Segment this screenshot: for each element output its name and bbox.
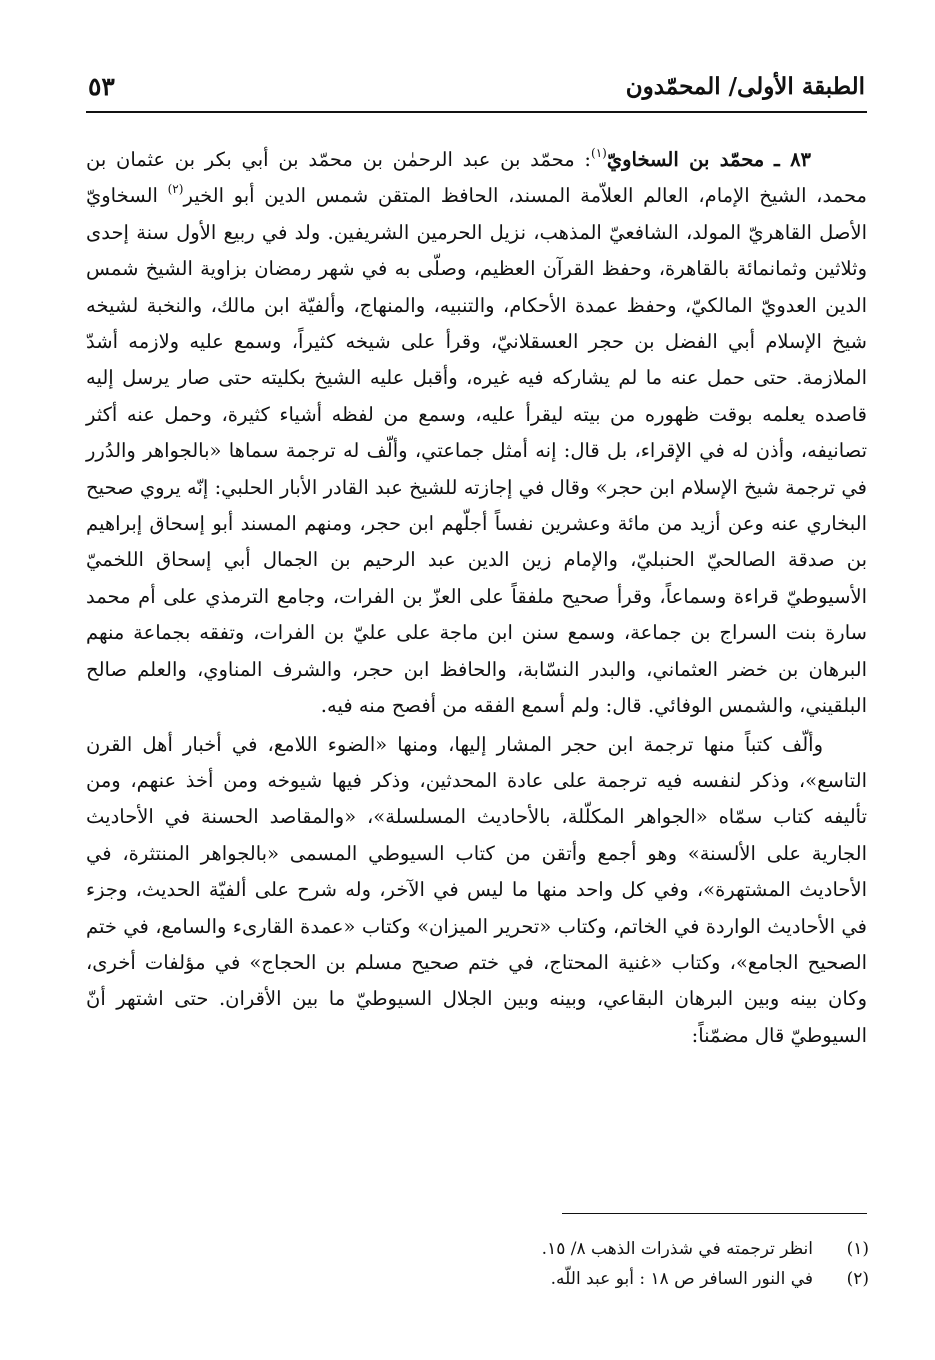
running-title: الطبقة الأولى/ المحمّدون (625, 72, 865, 100)
footnote-divider (562, 1213, 867, 1214)
entry-paragraph (86, 142, 867, 725)
footnote-ref-2[interactable]: (٢) (167, 182, 184, 197)
footnote-text: انظر ترجمته في شذرات الذهب ٨/ ١٥. (541, 1239, 813, 1259)
footnote-number: (١) (846, 1239, 869, 1259)
works-paragraph: وألّف كتباً منها ترجمة ابن حجر المشار إليها، ومنها «الضوء اللامع، في أخبار أهل القرن التاسع»، وذكر لنفسه فيه ترجمة على عادة المحدثين، وذكر فيها شيوخه ومن أخذ عنهم، ومن تأليفه كتاب سمّاه «الجواهر المكلّلة، بالأحاديث المسلسلة»، «والمقاصد الحسنة في الأحاديث الجارية على الألسنة» وهو أجمع وأتقن من كتاب السيوطي المسمى «بالجواهر المنتثرة، في الأحاديث المشتهرة»، وفي كل واحد منها ما ليس في الآخر، وله شرح على ألفيّة الحديث، وجزء في الأحاديث الواردة في الخاتم، وكتاب «تحرير الميزان» وكتاب «عمدة القارىء والسامع، في ختم الصحيح الجامع»، وكتاب «غنية المحتاج، في ختم صحيح مسلم بن الحجاج» في مؤلفات أخرى، وكان بينه وبين البرهان البقاعي، وبينه وبين الجلال السيوطيّ ما بين الأقران. حتى اشتهر أنّ السيوطيّ قال مضمّناً: (86, 732, 867, 1047)
footnote-item (300, 1264, 869, 1294)
footnotes (300, 1234, 869, 1294)
footnote-ref-1[interactable]: (١) (591, 146, 607, 160)
main-text (86, 142, 867, 1054)
entry-text-part-1: : محمّد بن عبد الرحمٰن بن محمّد بن أبي بكر بن عثمان بن محمد، الشيخ الإمام، العالم العلاّمة المسند، الحافظ المتقن شمس الدين أبو الخير (86, 148, 867, 208)
footnote-number: (٢) (846, 1269, 869, 1289)
entry-number: ٨٣ ـ (774, 148, 812, 171)
entry-name: محمّد بن السخاويّ (606, 148, 765, 171)
page-header (88, 62, 865, 110)
footnote-text: في النور السافر ص ١٨ : أبو عبد اللّه. (550, 1269, 813, 1289)
page-number: ٥٣ (88, 71, 115, 101)
entry-text-part-2: السخاويّ الأصل القاهريّ المولد، الشافعيّ المذهب، نزيل الحرمين الشريفين. ولد في ربيع الأول سنة إحدى وثلاثين وثمانمائة بالقاهرة، وحفظ القرآن العظيم، وصلّى به في شهر رمضان بزاوية الشيخ شمس الدين العدويّ المالكيّ، وحفظ عمدة الأحكام، والتنبيه، والمنهاج، وألفيّة ابن مالك، والنخبة لشيخه شيخ الإسلام أبي الفضل بن حجر العسقلانيّ، وقرأ على شيخه كثيراً، وسمع عليه ولازمه أشدّ الملازمة. حتى حمل عنه ما لم يشاركه فيه غيره، وأقبل عليه الشيخ بكليته حتى صار يرسل إليه قاصده يعلمه بوقت ظهوره من بيته ليقرأ عليه، وسمع من لفظه أشياء كثيرة، وحمل عنه أكثر تصانيفه، وأذن له في الإقراء، بل قال: إنه أمثل جماعتي، وألّف له ترجمة سماها «بالجواهر والدُرر في ترجمة شيخ الإسلام ابن حجر» وقال في إجازته للشيخ عبد القادر الأبار الحلبي: إنّه يروي صحيح البخاري عنه وعن أزيد من مائة وعشرين نفساً أجلّهم ابن حجر، ومنهم المسند أبو إسحاق إبراهيم بن صدقة الصالحيّ الحنبليّ، والإمام زين الدين عبد الرحيم بن الجمال أبي إسحاق اللخميّ الأسيوطيّ قراءة وسماعاً، وقرأ صحيح ملفقاً على العزّ بن الفرات، وجامع الترمذي على أم محمد سارة بنت السراج بن جماعة، وسمع سنن ابن ماجة على عليّ بن الفرات، وتفقه بجماعة منهم البرهان بن خضر العثماني، والبدر النسّابة، والحافظ ابن حجر، والشرف المناوي، والعلم صالح البلقيني، والشمس الوفائي. قال: ولم أسمع الفقه من أفصح منه فيه. (86, 184, 867, 718)
footnote-item (300, 1234, 869, 1264)
header-divider (86, 111, 867, 113)
